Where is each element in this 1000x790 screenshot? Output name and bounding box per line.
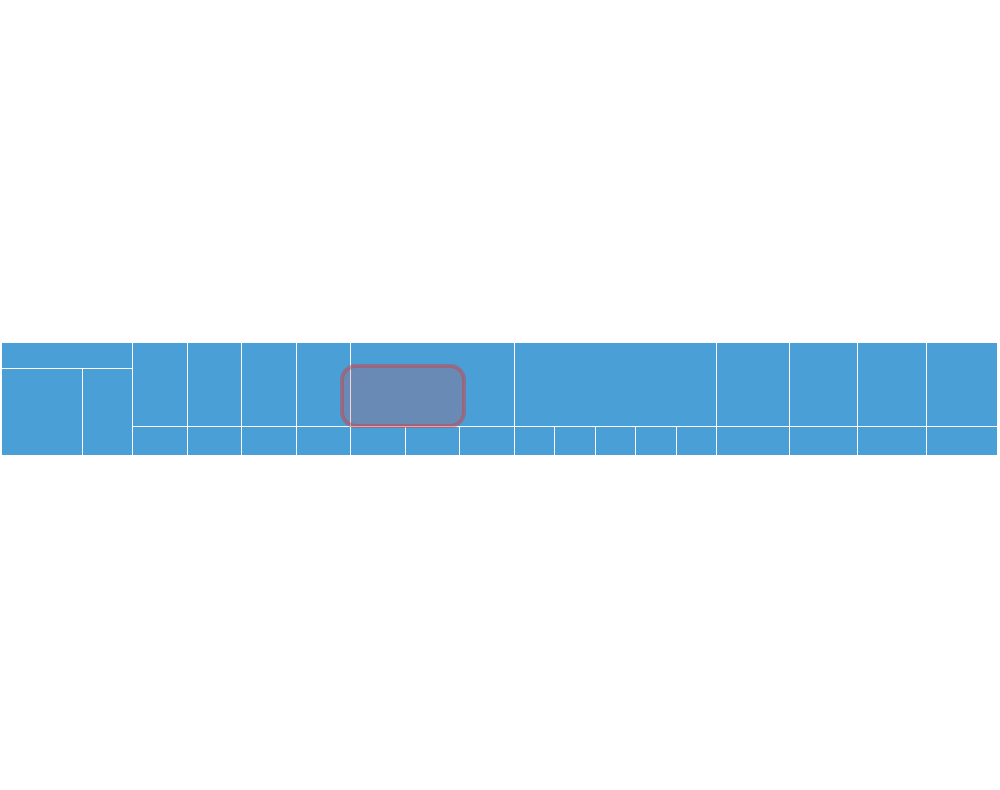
sub-header-l (555, 427, 595, 456)
sub-header-cl (676, 427, 716, 456)
sub-header-w (242, 427, 297, 456)
header-approx-weight (927, 343, 998, 427)
sub-header-c (717, 427, 790, 456)
header-roller-dia (296, 343, 351, 427)
sub-header-kgf-max (858, 427, 927, 456)
header-ansi-no (82, 369, 133, 456)
sub-header-g (636, 427, 676, 456)
sub-header-kg-per-m (927, 427, 998, 456)
header-pitch (187, 343, 242, 427)
header-min-breaking-load (789, 343, 858, 427)
header-dong-bo-chain-no (2, 343, 133, 369)
sub-header-h-upper (405, 427, 460, 456)
sub-header-p (187, 427, 242, 456)
header-pin (515, 343, 717, 427)
sub-header-kgf-min (789, 427, 858, 456)
header-max-allowable-load (858, 343, 927, 427)
header-inner-width (242, 343, 297, 427)
header-plate (351, 343, 515, 427)
header-standard-designation (2, 369, 83, 456)
sub-header-r (296, 427, 351, 456)
header-iso-no (133, 343, 188, 427)
header-transverse-pitch (717, 343, 790, 427)
sub-header-f (595, 427, 635, 456)
chain-spec-table (1, 342, 998, 456)
chain-technical-drawing (0, 0, 1000, 300)
sub-header-empty (133, 427, 188, 456)
sub-header-t (351, 427, 406, 456)
sub-header-d (515, 427, 555, 456)
sub-header-h-lower (460, 427, 515, 456)
